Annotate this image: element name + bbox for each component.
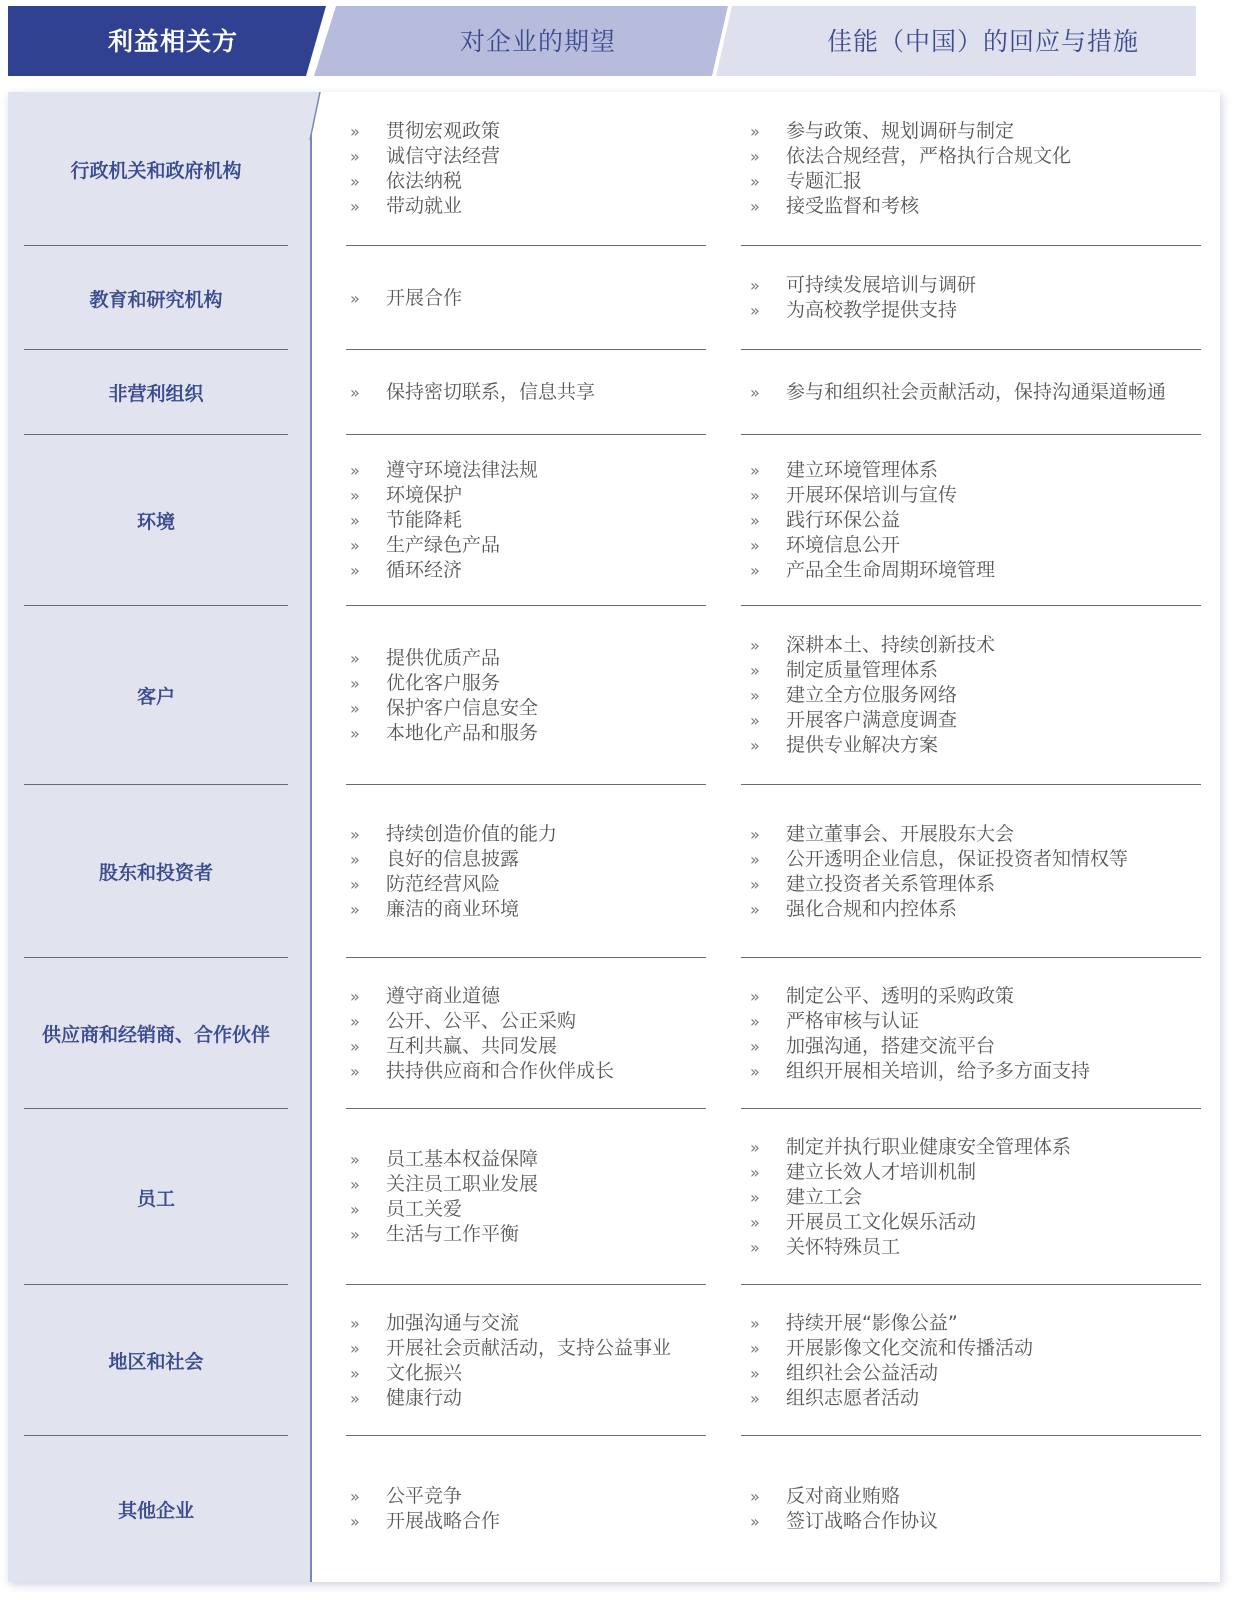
bullet-icon: » <box>750 383 760 402</box>
list-item-text: 保持密切联系，信息共享 <box>386 381 596 403</box>
table-row <box>0 606 1246 785</box>
list-item-text: 加强沟通与交流 <box>386 1311 520 1334</box>
list-item-text: 建立全方位服务网络 <box>786 684 958 706</box>
list-item-text: 员工基本权益保障 <box>386 1148 539 1170</box>
bullet-icon: » <box>350 461 360 480</box>
list-item <box>746 1361 1216 1386</box>
list-item <box>346 1009 706 1034</box>
stakeholder-name: 股东和投资者 <box>98 862 213 884</box>
list-item-text: 专题汇报 <box>786 170 863 192</box>
list-item <box>346 286 706 311</box>
list-item-text: 开展社会贡献活动，支持公益事业 <box>386 1336 672 1359</box>
list-item <box>746 144 1216 169</box>
list-item-text: 关怀特殊员工 <box>786 1235 901 1258</box>
list-item <box>746 1210 1216 1235</box>
bullet-icon: » <box>350 122 360 141</box>
list-item-text: 员工关爱 <box>386 1198 463 1220</box>
bullet-icon: » <box>750 1036 760 1056</box>
table-row <box>0 350 1246 435</box>
bullet-icon: » <box>350 849 360 869</box>
bullet-icon: » <box>350 197 360 216</box>
expectations-list <box>346 606 706 785</box>
list-item <box>346 1311 706 1336</box>
list-item <box>746 658 1216 683</box>
list-item-text: 制定公平、透明的采购政策 <box>786 984 1015 1007</box>
responses-list <box>746 785 1216 958</box>
list-item-text: 建立董事会、开展股东大会 <box>786 822 1015 845</box>
bullet-icon: » <box>350 288 360 308</box>
list-item <box>346 1222 706 1247</box>
list-item <box>746 558 1216 583</box>
list-item-text: 参与和组织社会贡献活动，保持沟通渠道畅通 <box>786 381 1167 403</box>
bullet-icon: » <box>350 648 360 668</box>
bullet-icon: » <box>350 1150 360 1169</box>
list-item <box>346 458 706 483</box>
list-item-text: 保护客户信息安全 <box>386 696 539 719</box>
list-item <box>746 1484 1216 1509</box>
bullet-icon: » <box>350 874 360 894</box>
list-item-text: 严格审核与认证 <box>786 1009 920 1032</box>
list-item <box>746 897 1216 922</box>
bullet-icon: » <box>750 874 760 894</box>
stakeholder-name: 行政机关和政府机构 <box>70 159 242 182</box>
list-item <box>746 1034 1216 1059</box>
bullet-icon: » <box>750 172 760 191</box>
list-item <box>746 847 1216 872</box>
list-item-text: 循环经济 <box>386 559 463 581</box>
expectations-list <box>346 785 706 958</box>
list-item-text: 诚信守法经营 <box>386 145 501 167</box>
stakeholder-name: 环境 <box>136 511 175 533</box>
bullet-icon: » <box>750 122 760 141</box>
bullet-icon: » <box>750 986 760 1006</box>
list-item-text: 互利共赢、共同发展 <box>386 1034 558 1057</box>
list-item-text: 公平竞争 <box>386 1485 463 1507</box>
list-item-text: 可持续发展培训与调研 <box>786 274 977 296</box>
list-item-text: 文化振兴 <box>386 1361 463 1384</box>
list-item-text: 遵守商业道德 <box>386 984 501 1007</box>
table-row <box>0 785 1246 958</box>
responses-list <box>746 1109 1216 1285</box>
list-item <box>746 533 1216 558</box>
list-item-text: 建立投资者关系管理体系 <box>786 872 996 895</box>
list-item-text: 节能降耗 <box>386 509 463 531</box>
list-item <box>346 1336 706 1361</box>
bullet-icon: » <box>750 1363 760 1383</box>
list-item <box>746 298 1216 323</box>
list-item-text: 依法纳税 <box>386 170 463 192</box>
list-item <box>746 683 1216 708</box>
list-item <box>746 119 1216 144</box>
list-item-text: 开展客户满意度调查 <box>786 709 958 731</box>
bullet-icon: » <box>350 673 360 693</box>
list-item-text: 组织社会公益活动 <box>786 1361 939 1384</box>
bullet-icon: » <box>350 698 360 718</box>
responses-list <box>746 1285 1216 1436</box>
bullet-icon: » <box>750 461 760 480</box>
list-item <box>346 897 706 922</box>
list-item-text: 开展合作 <box>386 286 463 309</box>
list-item-text: 开展战略合作 <box>386 1510 501 1532</box>
list-item-text: 廉洁的商业环境 <box>386 897 520 920</box>
bullet-icon: » <box>350 147 360 166</box>
list-item <box>346 872 706 897</box>
list-item <box>746 1509 1216 1534</box>
bullet-icon: » <box>350 1061 360 1081</box>
list-item <box>346 558 706 583</box>
bullet-icon: » <box>750 1212 760 1232</box>
list-item <box>746 273 1216 298</box>
list-item-text: 持续创造价值的能力 <box>386 822 558 845</box>
list-item-text: 建立工会 <box>786 1185 863 1208</box>
list-item <box>746 380 1216 405</box>
header-expectations: 对企业的期望 <box>459 27 616 56</box>
list-item-text: 遵守环境法律法规 <box>386 459 539 481</box>
list-item-text: 反对商业贿赂 <box>786 1485 901 1507</box>
list-item-text: 环境保护 <box>386 484 463 506</box>
bullet-icon: » <box>750 1137 760 1157</box>
bullet-icon: » <box>750 636 760 655</box>
list-item <box>746 633 1216 658</box>
list-item <box>746 1386 1216 1411</box>
list-item-text: 环境信息公开 <box>786 534 901 556</box>
bullet-icon: » <box>750 1061 760 1081</box>
list-item <box>346 1361 706 1386</box>
list-item-text: 产品全生命周期环境管理 <box>786 559 996 581</box>
expectations-list <box>346 92 706 246</box>
list-item-text: 开展员工文化娱乐活动 <box>786 1210 977 1233</box>
list-item <box>746 872 1216 897</box>
table-row <box>0 1436 1246 1582</box>
list-item <box>346 169 706 194</box>
expectations-list <box>346 1109 706 1285</box>
list-item <box>346 1484 706 1509</box>
list-item-text: 深耕本土、持续创新技术 <box>786 634 996 656</box>
list-item <box>346 984 706 1009</box>
list-item <box>346 1147 706 1172</box>
list-item-text: 制定并执行职业健康安全管理体系 <box>786 1135 1072 1158</box>
bullet-icon: » <box>750 1187 760 1207</box>
bullet-icon: » <box>750 686 760 705</box>
list-item-text: 开展影像文化交流和传播活动 <box>786 1336 1034 1359</box>
list-item-text: 生产绿色产品 <box>386 534 501 556</box>
list-item <box>346 508 706 533</box>
responses-list <box>746 246 1216 350</box>
bullet-icon: » <box>750 147 760 166</box>
header-response: 佳能（中国）的回应与措施 <box>826 27 1139 56</box>
list-item-text: 组织开展相关培训，给予多方面支持 <box>786 1059 1091 1082</box>
list-item-text: 优化客户服务 <box>386 671 501 694</box>
bullet-icon: » <box>350 511 360 530</box>
list-item-text: 开展环保培训与宣传 <box>786 484 958 506</box>
list-item-text: 强化合规和内控体系 <box>786 897 958 920</box>
bullet-icon: » <box>750 1162 760 1182</box>
list-item <box>346 696 706 721</box>
stakeholder-name: 教育和研究机构 <box>89 288 223 311</box>
list-item-text: 践行环保公益 <box>786 509 901 531</box>
responses-list <box>746 1436 1216 1582</box>
list-item-text: 建立长效人才培训机制 <box>786 1160 977 1183</box>
list-item-text: 公开透明企业信息，保证投资者知情权等 <box>786 847 1129 870</box>
list-item-text: 扶持供应商和合作伙伴成长 <box>386 1059 615 1082</box>
stakeholder-name: 地区和社会 <box>108 1351 204 1373</box>
bullet-icon: » <box>750 276 760 295</box>
responses-list <box>746 92 1216 246</box>
list-item <box>346 533 706 558</box>
bullet-icon: » <box>350 723 360 743</box>
bullet-icon: » <box>350 383 360 402</box>
list-item <box>746 483 1216 508</box>
bullet-icon: » <box>750 301 760 320</box>
bullet-icon: » <box>350 899 360 919</box>
bullet-icon: » <box>350 1036 360 1056</box>
bullet-icon: » <box>350 1338 360 1358</box>
stakeholder-name: 非营利组织 <box>108 383 204 405</box>
list-item <box>346 483 706 508</box>
list-item-text: 良好的信息披露 <box>386 847 520 870</box>
expectations-list <box>346 246 706 350</box>
bullet-icon: » <box>350 1487 360 1506</box>
bullet-icon: » <box>750 824 760 844</box>
list-item-text: 组织志愿者活动 <box>786 1386 920 1409</box>
list-item <box>746 708 1216 733</box>
bullet-icon: » <box>750 486 760 505</box>
list-item <box>746 458 1216 483</box>
responses-list <box>746 435 1216 606</box>
bullet-icon: » <box>350 1313 360 1333</box>
bullet-icon: » <box>750 1237 760 1257</box>
bullet-icon: » <box>750 1512 760 1531</box>
list-item <box>346 822 706 847</box>
header-stakeholder: 利益相关方 <box>107 27 238 56</box>
list-item <box>346 1197 706 1222</box>
list-item <box>346 646 706 671</box>
list-item <box>746 169 1216 194</box>
list-item-text: 签订战略合作协议 <box>786 1510 939 1532</box>
expectations-list <box>346 1436 706 1582</box>
list-item <box>746 1336 1216 1361</box>
stakeholder-name: 供应商和经销商、合作伙伴 <box>41 1024 270 1046</box>
list-item <box>746 1160 1216 1185</box>
table-row <box>0 435 1246 606</box>
bullet-icon: » <box>750 536 760 555</box>
list-item-text: 参与政策、规划调研与制定 <box>786 120 1015 142</box>
table-row <box>0 92 1246 246</box>
bullet-icon: » <box>350 986 360 1006</box>
list-item <box>346 380 706 405</box>
list-item-text: 为高校教学提供支持 <box>786 299 958 321</box>
table-row <box>0 1109 1246 1285</box>
list-item-text: 防范经营风险 <box>386 872 501 895</box>
bullet-icon: » <box>350 1388 360 1408</box>
stakeholder-name: 员工 <box>136 1187 175 1210</box>
list-item-text: 接受监督和考核 <box>786 195 920 217</box>
bullet-icon: » <box>350 172 360 191</box>
expectations-list <box>346 958 706 1109</box>
list-item-text: 本地化产品和服务 <box>386 721 539 744</box>
bullet-icon: » <box>750 197 760 216</box>
table-row <box>0 246 1246 350</box>
bullet-icon: » <box>350 1225 360 1244</box>
bullet-icon: » <box>750 511 760 530</box>
list-item-text: 关注员工职业发展 <box>386 1173 539 1195</box>
list-item <box>346 144 706 169</box>
bullet-icon: » <box>750 711 760 730</box>
list-item <box>346 1034 706 1059</box>
bullet-icon: » <box>750 661 760 680</box>
stakeholder-name: 客户 <box>136 686 175 708</box>
list-item <box>746 1235 1216 1260</box>
table-row <box>0 1285 1246 1436</box>
bullet-icon: » <box>750 1011 760 1031</box>
bullet-icon: » <box>350 1175 360 1194</box>
bullet-icon: » <box>750 1487 760 1506</box>
list-item-text: 公开、公平、公正采购 <box>386 1009 577 1032</box>
bullet-icon: » <box>350 486 360 505</box>
list-item-text: 依法合规经营，严格执行合规文化 <box>786 145 1072 167</box>
bullet-icon: » <box>350 536 360 555</box>
bullet-icon: » <box>750 561 760 580</box>
list-item-text: 提供专业解决方案 <box>786 734 939 756</box>
bullet-icon: » <box>350 1200 360 1219</box>
list-item-text: 加强沟通，搭建交流平台 <box>786 1034 996 1057</box>
list-item <box>346 1386 706 1411</box>
expectations-list <box>346 1285 706 1436</box>
responses-list <box>746 350 1216 435</box>
list-item <box>346 1059 706 1084</box>
list-item <box>746 508 1216 533</box>
stakeholder-name: 其他企业 <box>117 1499 194 1522</box>
list-item-text: 生活与工作平衡 <box>386 1223 520 1245</box>
bullet-icon: » <box>750 899 760 919</box>
list-item-text: 带动就业 <box>386 195 463 217</box>
list-item <box>346 671 706 696</box>
list-item <box>746 194 1216 219</box>
bullet-icon: » <box>350 1512 360 1531</box>
list-item <box>746 822 1216 847</box>
list-item <box>746 984 1216 1009</box>
bullet-icon: » <box>750 1338 760 1358</box>
list-item <box>346 847 706 872</box>
list-item <box>346 721 706 746</box>
list-item-text: 贯彻宏观政策 <box>386 120 501 142</box>
bullet-icon: » <box>350 1363 360 1383</box>
bullet-icon: » <box>350 1011 360 1031</box>
bullet-icon: » <box>750 1388 760 1408</box>
bullet-icon: » <box>350 824 360 844</box>
list-item <box>746 1009 1216 1034</box>
list-item-text: 提供优质产品 <box>386 646 501 669</box>
list-item-text: 健康行动 <box>386 1386 463 1409</box>
list-item-text: 建立环境管理体系 <box>786 459 939 481</box>
list-item <box>746 733 1216 758</box>
responses-list <box>746 606 1216 785</box>
list-item-text: 持续开展“影像公益” <box>786 1311 958 1334</box>
bullet-icon: » <box>750 849 760 869</box>
bullet-icon: » <box>750 1313 760 1333</box>
list-item <box>746 1311 1216 1336</box>
list-item <box>746 1135 1216 1160</box>
list-item <box>346 194 706 219</box>
list-item <box>346 1172 706 1197</box>
expectations-list <box>346 350 706 435</box>
responses-list <box>746 958 1216 1109</box>
expectations-list <box>346 435 706 606</box>
list-item <box>346 1509 706 1534</box>
list-item <box>746 1185 1216 1210</box>
list-item <box>346 119 706 144</box>
table-row <box>0 958 1246 1109</box>
bullet-icon: » <box>750 736 760 755</box>
list-item-text: 制定质量管理体系 <box>786 659 939 681</box>
bullet-icon: » <box>350 561 360 580</box>
list-item <box>746 1059 1216 1084</box>
